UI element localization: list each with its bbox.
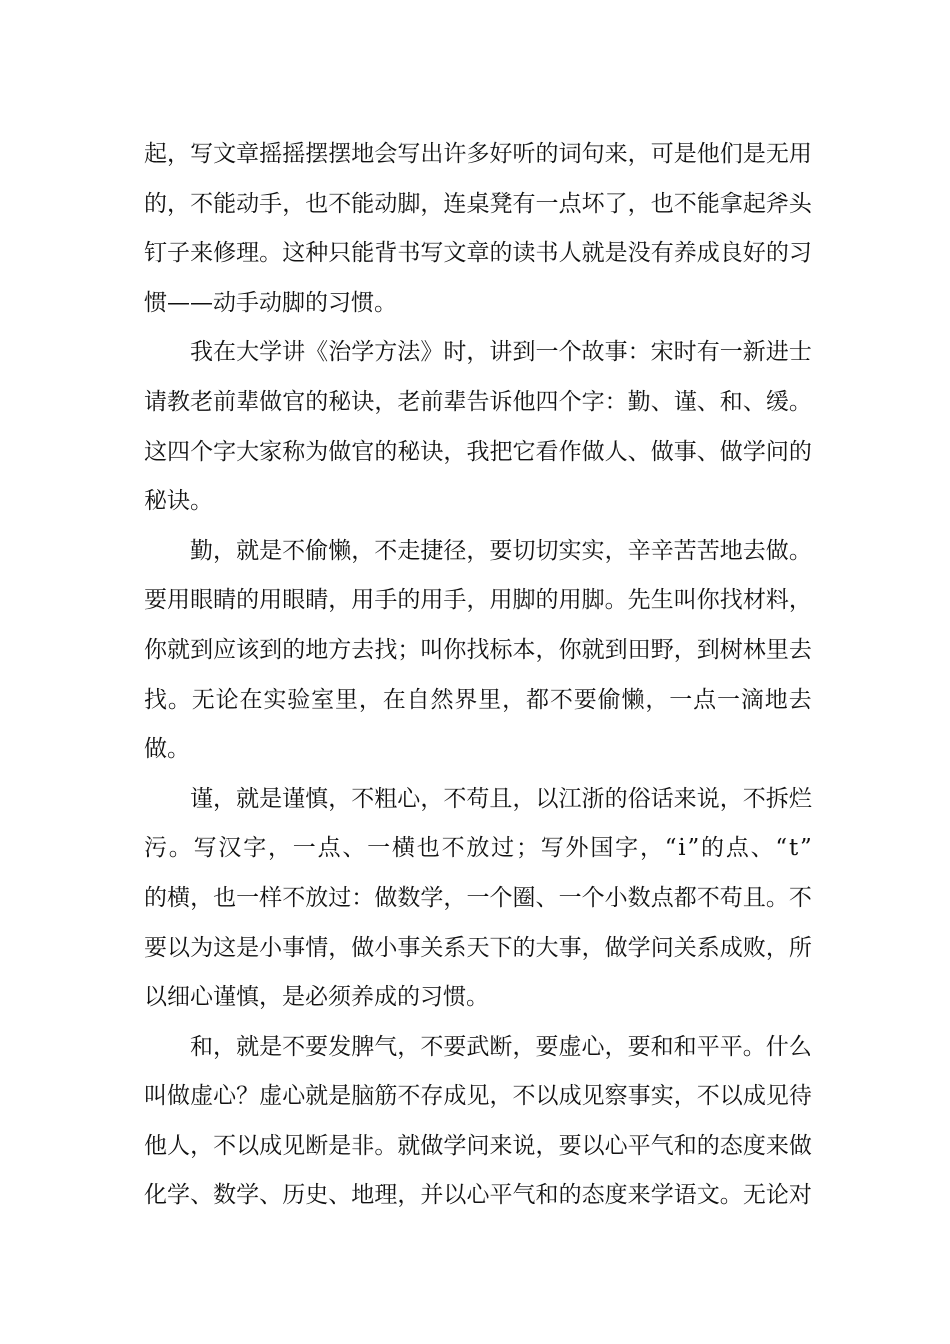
- body-text: [144, 130, 812, 1221]
- text-line: 的 ， 不 能 动 手 ， 也 不 能 动 脚 ， 连 桌 凳 有 一 点 坏 了 ， 也 不 能 拿 起 斧 头: [144, 190, 812, 217]
- text-line: 我 在 大 学 讲 《 治 学 方 法 》 时 ， 讲 到 一 个 故 事 ： 宋 时 有 一 新 进 士: [190, 339, 812, 366]
- text-line: 钉 子 来 修 理 。 这 种 只 能 背 书 写 文 章 的 读 书 人 就 是 没 有 养 成 良 好 的 习: [144, 240, 812, 267]
- text-line: 你 就 到 应 该 到 的 地 方 去 找 ； 叫 你 找 标 本 ， 你 就 到 田 野 ， 到 树 林 里 去: [144, 636, 812, 663]
- text-line: 这 四 个 字 大 家 称 为 做 官 的 秘 诀 ， 我 把 它 看 作 做 人 、 做 事 、 做 学 问 的: [144, 438, 812, 465]
- text-line: 起 ， 写 文 章 摇 摇 摆 摆 地 会 写 出 许 多 好 听 的 词 句 来 ， 可 是 他 们 是 无 用: [144, 141, 812, 167]
- text-line: 他 人 ， 不 以 成 见 断 是 非 。 就 做 学 问 来 说 ， 要 以 心 平 气 和 的 态 度 来 做: [144, 1132, 812, 1159]
- text-line: 要 用 眼 睛 的 用 眼 睛 ， 用 手 的 用 手 ， 用 脚 的 用 脚 。 先 生 叫 你 找 材 料 ，: [144, 587, 812, 614]
- text-line: 污 。 写 汉 字 ， 一 点 、 一 横 也 不 放 过 ； 写 外 国 字 ， “ i ” 的 点 、 “ t ”: [144, 835, 812, 862]
- text-line: 秘诀。: [144, 488, 213, 515]
- text-line: 要 以 为 这 是 小 事 情 ， 做 小 事 关 系 天 下 的 大 事 ， 做 学 问 关 系 成 败 ， 所: [144, 934, 812, 961]
- text-line: 勤 ， 就 是 不 偷 懒 ， 不 走 捷 径 ， 要 切 切 实 实 ， 辛 辛 苦 苦 地 去 做 。: [190, 537, 812, 564]
- text-line: 的 横 ， 也 一 样 不 放 过 ： 做 数 学 ， 一 个 圈 、 一 个 小 数 点 都 不 苟 且 。 不: [144, 884, 812, 911]
- text-line: 叫 做 虚 心 ？ 虚 心 就 是 脑 筋 不 存 成 见 ， 不 以 成 见 察 事 实 ， 不 以 成 见 待: [144, 1083, 812, 1110]
- text-line: 化 学 、 数 学 、 历 史 、 地 理 ， 并 以 心 平 气 和 的 态 度 来 学 语 文 。 无 论 对: [144, 1182, 812, 1209]
- text-line: 和 ， 就 是 不 要 发 脾 气 ， 不 要 武 断 ， 要 虚 心 ， 要 和 和 平 平 。 什 么: [190, 1033, 812, 1060]
- text-line: 做。: [144, 736, 190, 763]
- text-line: 找 。 无 论 在 实 验 室 里 ， 在 自 然 界 里 ， 都 不 要 偷 懒 ， 一 点 一 滴 地 去: [144, 686, 812, 713]
- text-line: 以细心谨慎，是必须养成的习惯。: [144, 984, 489, 1011]
- text-line: 请 教 老 前 辈 做 官 的 秘 诀 ， 老 前 辈 告 诉 他 四 个 字 ： 勤 、 谨 、 和 、 缓 。: [144, 388, 812, 415]
- text-line: 谨 ， 就 是 谨 慎 ， 不 粗 心 ， 不 苟 且 ， 以 江 浙 的 俗 话 来 说 ， 不 拆 烂: [190, 785, 812, 812]
- text-line: 惯——动手动脚的习惯。: [144, 289, 397, 316]
